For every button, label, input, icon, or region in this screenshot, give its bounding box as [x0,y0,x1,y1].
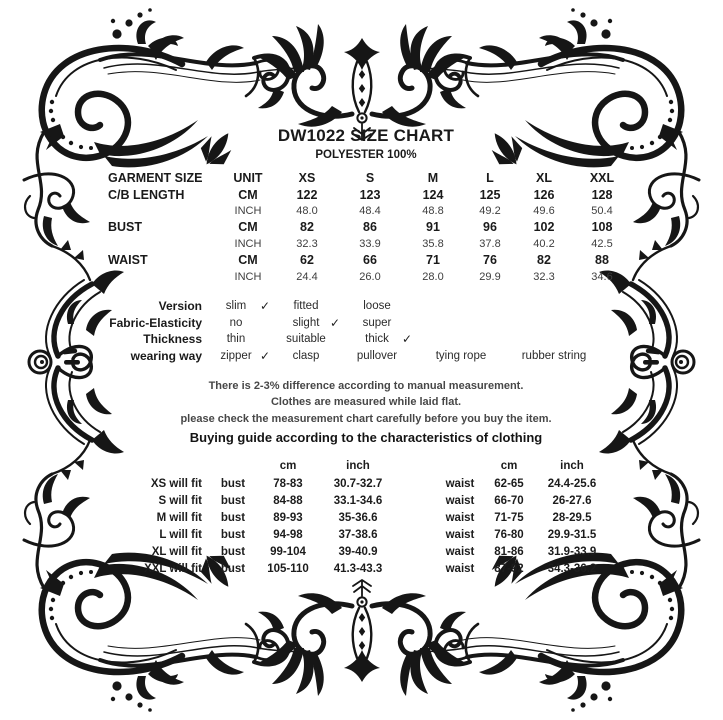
header-m: M [427,171,439,186]
damask-ornament-bottom [246,580,478,696]
fit-size-label: XL will fit [151,546,202,559]
value-cell: 124 [422,187,444,202]
unit-cell: CM [238,253,258,268]
value-cell: 37-38.6 [338,529,378,542]
value-cell: 28.0 [422,270,444,283]
damask-ornament-top [246,24,478,140]
size-table-header-row [100,170,632,186]
buying-guide-title: Buying guide according to the characteristics of clothing [189,429,543,445]
value-cell: 29.9 [479,270,501,283]
header-bust-inch: inch [346,460,370,473]
fit-size-label: S will fit [158,494,202,507]
option: slim [225,300,247,313]
characteristic-row-version [100,298,632,315]
value-cell: 48.4 [359,204,381,217]
value-cell: 35-36.6 [338,511,378,524]
option: rubber string [521,349,587,362]
value-cell: 34.6 [591,270,613,283]
chart-content [100,126,632,578]
value-cell: 35.8 [422,237,444,250]
value-cell: 78-83 [273,477,303,490]
part-label: waist [445,563,475,576]
value-cell: 32.3 [533,270,555,283]
value-cell: 99-104 [270,546,306,559]
header-waist-cm: cm [500,460,518,473]
value-cell: 89-93 [273,511,303,524]
unit-cell: INCH [234,237,262,250]
value-cell: 39-40.9 [338,546,378,559]
value-cell: 81-86 [494,546,524,559]
value-cell: 128 [591,187,613,202]
material-subtitle: POLYESTER 100% [315,149,417,161]
characteristic-row-elasticity [100,314,632,331]
characteristic-row-thickness [100,331,632,348]
check-mark: ✓ [260,348,271,363]
part-label: waist [445,511,475,524]
unit-cell: INCH [234,270,262,283]
note-line: There is 2-3% difference according to manual measurement. [208,380,524,393]
value-cell: 32.3 [296,237,318,250]
size-table [100,170,632,285]
page-title: DW1022 SIZE CHART [277,126,455,145]
header-l: L [486,171,494,186]
value-cell: 37.8 [479,237,501,250]
option: slight [292,316,320,329]
value-cell: 82 [537,253,551,268]
table-row [100,236,632,252]
value-cell: 26-27.6 [552,494,592,507]
part-label: bust [220,511,246,524]
value-cell: 96 [483,220,497,235]
header-bust-cm: cm [279,460,297,473]
value-cell: 102 [533,220,555,235]
option: tying rope [435,349,487,362]
table-row [100,475,632,492]
value-cell: 42.5 [591,237,613,250]
value-cell: 91 [426,220,440,235]
part-label: waist [445,546,475,559]
option: loose [363,300,391,313]
value-cell: 24.4 [296,270,318,283]
row-label: BUST [108,220,143,235]
value-cell: 76-80 [494,529,524,542]
part-label: waist [445,529,475,542]
value-cell: 108 [591,220,613,235]
part-label: bust [220,563,246,576]
unit-cell: CM [238,187,258,202]
part-label: bust [220,546,246,559]
fit-size-label: XS will fit [150,477,202,490]
characteristic-row-wearing-way [100,348,632,365]
header-s: S [365,171,375,186]
value-cell: 49.6 [533,204,555,217]
table-row [100,561,632,578]
part-label: bust [220,529,246,542]
value-cell: 31.9-33.9 [547,546,597,559]
characteristic-label: Thickness [143,332,202,347]
header-xxl: XXL [589,171,615,186]
table-row [100,268,632,284]
fit-size-label: M will fit [156,511,202,524]
value-cell: 30.7-32.7 [333,477,383,490]
value-cell: 34.3-36.2 [547,563,597,576]
note-line: Clothes are measured while laid flat. [270,396,462,409]
header-xs: XS [298,171,316,186]
option: zipper [220,349,252,362]
value-cell: 122 [296,187,318,202]
value-cell: 48.0 [296,204,318,217]
value-cell: 49.2 [479,204,501,217]
value-cell: 62 [300,253,314,268]
value-cell: 28-29.5 [552,511,592,524]
fit-size-label: L will fit [159,529,202,542]
value-cell: 48.8 [422,204,444,217]
value-cell: 24.4-25.6 [547,477,597,490]
part-label: waist [445,477,475,490]
value-cell: 66 [363,253,377,268]
unit-cell: CM [238,220,258,235]
characteristics-section [100,298,632,364]
header-garment-size: GARMENT SIZE [108,171,203,186]
value-cell: 126 [533,187,555,202]
row-label: C/B LENGTH [108,187,185,202]
fit-guide-table [100,458,632,578]
value-cell: 62-65 [494,477,524,490]
value-cell: 88 [595,253,609,268]
value-cell: 82 [300,220,314,235]
value-cell: 86 [363,220,377,235]
value-cell: 33.9 [359,237,381,250]
option: pullover [356,349,398,362]
value-cell: 84-88 [273,494,303,507]
part-label: bust [220,494,246,507]
header-xl: XL [536,171,552,186]
option: no [229,316,243,329]
fit-table-header-row [100,458,632,475]
characteristic-label: wearing way [130,348,202,363]
value-cell: 71 [426,253,440,268]
option: suitable [286,333,326,346]
table-row [100,509,632,526]
part-label: bust [220,477,246,490]
option: thin [226,333,246,346]
value-cell: 123 [359,187,381,202]
characteristic-label: Fabric-Elasticity [109,315,202,330]
option: thick [365,333,389,346]
option: super [362,316,392,329]
table-row [100,186,632,202]
header-waist-inch: inch [560,460,584,473]
value-cell: 33.1-34.6 [333,494,383,507]
note-line: please check the measurement chart carefully before you buy the item. [180,412,552,425]
value-cell: 71-75 [494,511,524,524]
value-cell: 29.9-31.5 [547,529,597,542]
value-cell: 87-92 [494,563,524,576]
value-cell: 41.3-43.3 [333,563,383,576]
table-row [100,544,632,561]
table-row [100,252,632,268]
value-cell: 40.2 [533,237,555,250]
table-row [100,219,632,235]
value-cell: 50.4 [591,204,613,217]
check-mark: ✓ [402,332,413,347]
characteristic-label: Version [158,299,202,314]
value-cell: 66-70 [494,494,524,507]
fit-size-label: XXL will fit [144,563,202,576]
row-label: WAIST [108,253,148,268]
unit-cell: INCH [234,204,262,217]
table-row [100,203,632,219]
header-unit: UNIT [233,171,263,186]
value-cell: 105-110 [267,563,309,576]
value-cell: 76 [483,253,497,268]
option: fitted [293,300,319,313]
check-mark: ✓ [330,315,341,330]
value-cell: 125 [479,187,501,202]
value-cell: 26.0 [359,270,381,283]
value-cell: 94-98 [273,529,303,542]
check-mark: ✓ [260,299,271,314]
option: clasp [292,349,320,362]
table-row [100,492,632,509]
part-label: waist [445,494,475,507]
measurement-notes [100,378,632,427]
table-row [100,526,632,543]
